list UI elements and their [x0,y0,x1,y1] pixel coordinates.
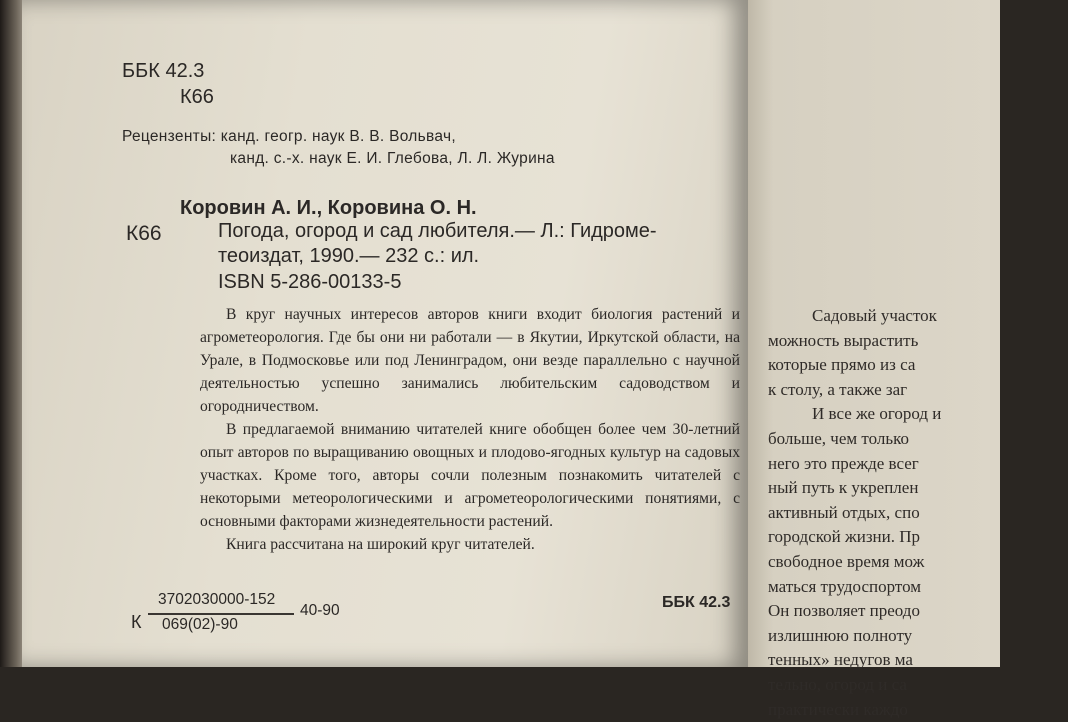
right-line: маться трудоспортом [768,575,1068,600]
reviewers-line-2: канд. с.-х. наук Е. И. Глебова, Л. Л. Журина [230,150,555,168]
right-line: больше, чем только [768,427,1068,452]
author-sign-top: К66 [180,86,214,109]
right-page-text [768,304,1068,722]
right-line: И все же огород и [768,402,1068,427]
right-line: можность вырастить [768,329,1068,354]
bbk-index-top: ББК 42.3 [122,60,204,83]
book-authors: Коровин А. И., Коровина О. Н. [180,197,477,220]
code-numerator: 3702030000-152 [158,591,275,609]
right-line: Он позволяет преодо [768,599,1068,624]
right-line: тенных» недугов ма [768,648,1068,673]
right-line: городской жизни. Пр [768,525,1068,550]
bbk-index-bottom: ББК 42.3 [662,594,730,612]
code-year: 40-90 [300,602,340,620]
right-line: Садовый участок [768,304,1068,329]
right-page [748,0,1000,667]
code-fraction-line [148,613,294,615]
right-line: активный отдых, спо [768,501,1068,526]
author-sign: К66 [126,222,162,246]
right-line: ный путь к укреплен [768,476,1068,501]
code-letter: К [131,612,142,633]
abstract [200,303,740,556]
reviewers-line-1: Рецензенты: канд. геогр. наук В. В. Вольвач, [122,128,456,146]
right-line: него это прежде всег [768,452,1068,477]
right-line: которые прямо из са [768,353,1068,378]
biblio-line-1: Погода, огород и сад любителя.— Л.: Гидроме- [218,220,657,243]
abstract-paragraph-1: В круг научных интересов авторов книги входит биология растений и агрометеорология. Где бы они ни работали — в Якутии, Иркутской области, на Урале, в Подмосковье или под Ленинградом, они везде параллельно с научной деятельностью успешно занимались любительским садоводством и огородничеством. [200,303,740,418]
right-line: практически каждо [768,698,1068,722]
code-denominator: 069(02)-90 [162,616,238,634]
right-line: тельно, огород и са [768,673,1068,698]
biblio-line-2: теоиздат, 1990.— 232 с.: ил. [218,245,479,268]
abstract-paragraph-3: Книга рассчитана на широкий круг читателей. [200,533,740,556]
right-line: излишнюю полноту [768,624,1068,649]
right-line: свободное время мож [768,550,1068,575]
isbn: ISBN 5-286-00133-5 [218,271,401,294]
abstract-paragraph-2: В предлагаемой вниманию читателей книге обобщен более чем 30-летний опыт авторов по выращиванию овощных и плодово-ягодных культур на садовых участках. Кроме того, авторы сочли полезным познакомить читателей с некоторыми метеорологическими и агрометеорологическими понятиями, с основными факторами жизнедеятельности растений. [200,418,740,533]
right-line: к столу, а также заг [768,378,1068,403]
